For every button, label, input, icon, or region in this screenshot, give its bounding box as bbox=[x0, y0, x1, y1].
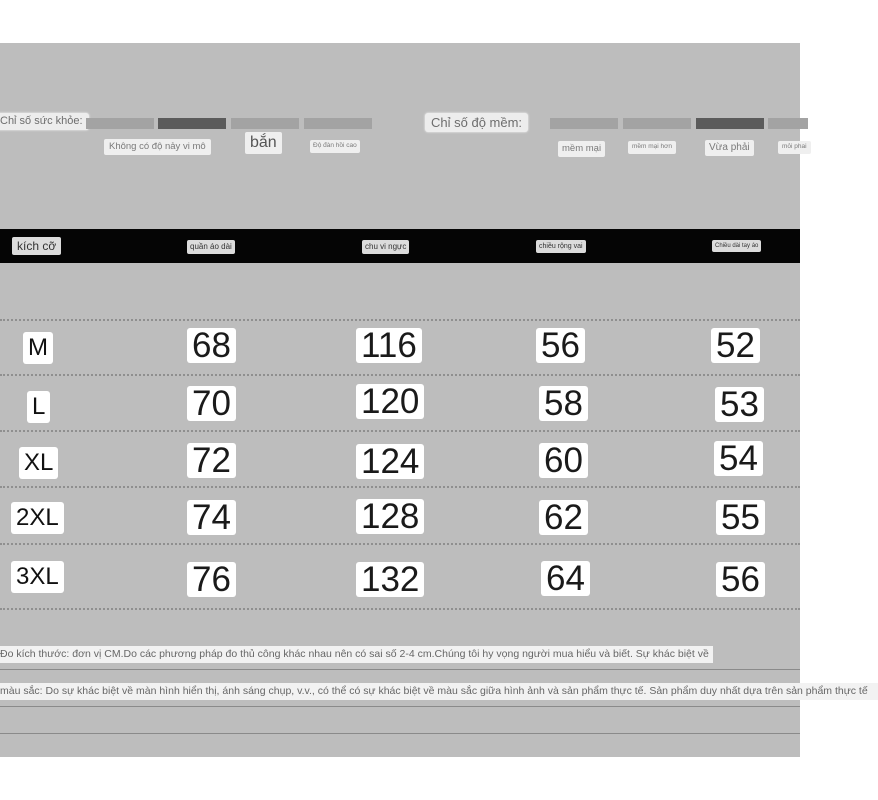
header-shoulder: chiều rộng vai bbox=[536, 240, 586, 253]
softness-option-1: mềm mại bbox=[558, 141, 605, 157]
sleeve-cell: 55 bbox=[716, 500, 765, 535]
row-separator bbox=[0, 319, 800, 321]
shoulder-cell: 62 bbox=[539, 500, 588, 535]
health-scale-segment-3 bbox=[231, 118, 299, 129]
softness-option-4: mỏi phai bbox=[778, 141, 811, 154]
chest-cell: 132 bbox=[356, 562, 424, 597]
color-note: màu sắc: Do sự khác biệt về màn hình hiển thị, ánh sáng chụp, v.v., có thể có sự khác biệt về màu sắc giữa hình ảnh và sản phẩm thực tế. Sản phẩm duy nhất dựa trên sản phẩm thực tế bbox=[0, 683, 878, 700]
softness-scale-segment-3 bbox=[696, 118, 764, 129]
length-cell: 74 bbox=[187, 500, 236, 535]
chest-cell: 124 bbox=[356, 444, 424, 479]
measurement-note: Đo kích thước: đơn vị CM.Do các phương pháp đo thủ công khác nhau nên có sai số 2-4 cm.Chúng tôi hy vọng người mua hiểu và biết. Sự khác biệt về bbox=[0, 646, 713, 663]
softness-index-label: Chỉ số độ mềm: bbox=[425, 113, 528, 132]
size-chart-panel bbox=[0, 43, 868, 757]
table-row bbox=[0, 556, 800, 606]
sleeve-cell: 52 bbox=[711, 328, 760, 363]
table-row bbox=[0, 383, 800, 433]
shoulder-cell: 56 bbox=[536, 328, 585, 363]
header-size: kích cỡ bbox=[12, 237, 61, 255]
softness-scale-segment-4 bbox=[768, 118, 808, 129]
shoulder-cell: 60 bbox=[539, 443, 588, 478]
sleeve-cell: 54 bbox=[714, 441, 763, 476]
health-option-1: Không có độ nảy vi mô bbox=[104, 139, 211, 155]
row-separator bbox=[0, 608, 800, 610]
note-divider bbox=[0, 733, 800, 734]
shoulder-cell: 58 bbox=[539, 386, 588, 421]
shoulder-cell: 64 bbox=[541, 561, 590, 596]
table-row bbox=[0, 326, 800, 376]
health-option-3: Độ đàn hồi cao bbox=[310, 140, 360, 153]
softness-scale-segment-2 bbox=[623, 118, 691, 129]
chest-cell: 128 bbox=[356, 499, 424, 534]
header-sleeve: Chiều dài tay áo bbox=[712, 240, 761, 252]
chest-cell: 120 bbox=[356, 384, 424, 419]
size-cell: XL bbox=[19, 447, 58, 479]
table-header-bar bbox=[0, 229, 800, 263]
length-cell: 68 bbox=[187, 328, 236, 363]
note-divider bbox=[0, 669, 800, 670]
length-cell: 76 bbox=[187, 562, 236, 597]
softness-option-2: mềm mại hơn bbox=[628, 141, 676, 154]
size-cell: L bbox=[27, 391, 50, 423]
health-index-label: Chỉ số sức khỏe: bbox=[0, 113, 89, 130]
header-length: quần áo dài bbox=[187, 240, 235, 254]
size-cell: 2XL bbox=[11, 502, 64, 534]
length-cell: 72 bbox=[187, 443, 236, 478]
chest-cell: 116 bbox=[356, 328, 422, 363]
header-chest: chu vi ngực bbox=[362, 240, 409, 254]
table-row bbox=[0, 498, 800, 548]
softness-scale-segment-1 bbox=[550, 118, 618, 129]
sleeve-cell: 56 bbox=[716, 562, 765, 597]
health-scale-segment-4 bbox=[304, 118, 372, 129]
softness-option-3: Vừa phải bbox=[705, 140, 754, 156]
size-cell: M bbox=[23, 332, 53, 364]
health-scale-segment-2 bbox=[158, 118, 226, 129]
sleeve-cell: 53 bbox=[715, 387, 764, 422]
note-divider bbox=[0, 706, 800, 707]
length-cell: 70 bbox=[187, 386, 236, 421]
size-cell: 3XL bbox=[11, 561, 64, 593]
table-row bbox=[0, 440, 800, 490]
health-option-2: bắn bbox=[245, 132, 282, 154]
health-scale-segment-1 bbox=[86, 118, 154, 129]
